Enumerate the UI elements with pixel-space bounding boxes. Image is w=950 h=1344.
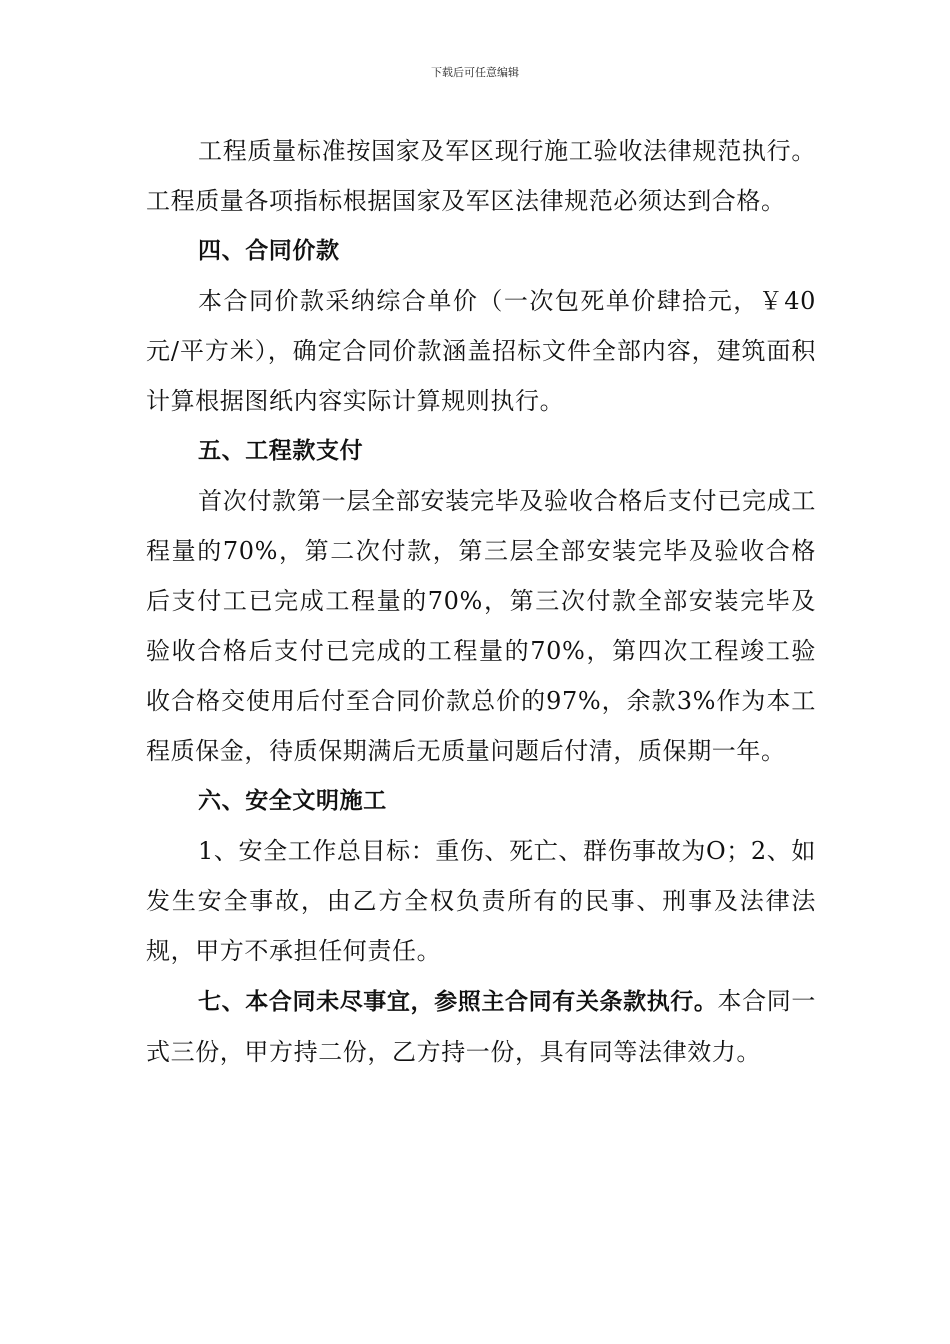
document-body xyxy=(146,126,816,1077)
paragraph-quality-standard: 工程质量标准按国家及军区现行施工验收法律规范执行。工程质量各项指标根据国家及军区法律规范必须达到合格。 xyxy=(146,137,816,215)
page-header: 下载后可任意编辑 xyxy=(431,66,519,79)
final-clause-text: 本合同一式三份，甲方持二份，乙方持一份，具有同等法律效力。 xyxy=(146,987,816,1066)
paragraph-safety-terms: 1、安全工作总目标：重伤、死亡、群伤事故为O；2、如发生安全事故，由乙方全权负责所有的民事、刑事及法律法规，甲方不承担任何责任。 xyxy=(146,837,816,965)
paragraph-final-clause xyxy=(146,976,816,1077)
section-heading-misc: 七、本合同未尽事宜，参照主合同有关条款执行。 xyxy=(198,989,718,1015)
section-heading-safety: 六、安全文明施工 xyxy=(198,788,387,814)
paragraph-contract-price: 本合同价款采纳综合单价（一次包死单价肆拾元，￥40元/平方米），确定合同价款涵盖招标文件全部内容，建筑面积计算根据图纸内容实际计算规则执行。 xyxy=(146,287,816,415)
paragraph-payment-terms: 首次付款第一层全部安装完毕及验收合格后支付已完成工程量的70%，第二次付款，第三层全部安装完毕及验收合格后支付工已完成工程量的70%，第三次付款全部安装完毕及验收合格后支付已完成的工程量的70%，第四次工程竣工验收合格交使用后付至合同价款总价的97%，余款3%作为本工程质保金，待质保期满后无质量问题后付清，质保期一年。 xyxy=(146,487,816,765)
section-heading-contract-price: 四、合同价款 xyxy=(198,238,340,264)
section-heading-payment: 五、工程款支付 xyxy=(198,438,364,464)
